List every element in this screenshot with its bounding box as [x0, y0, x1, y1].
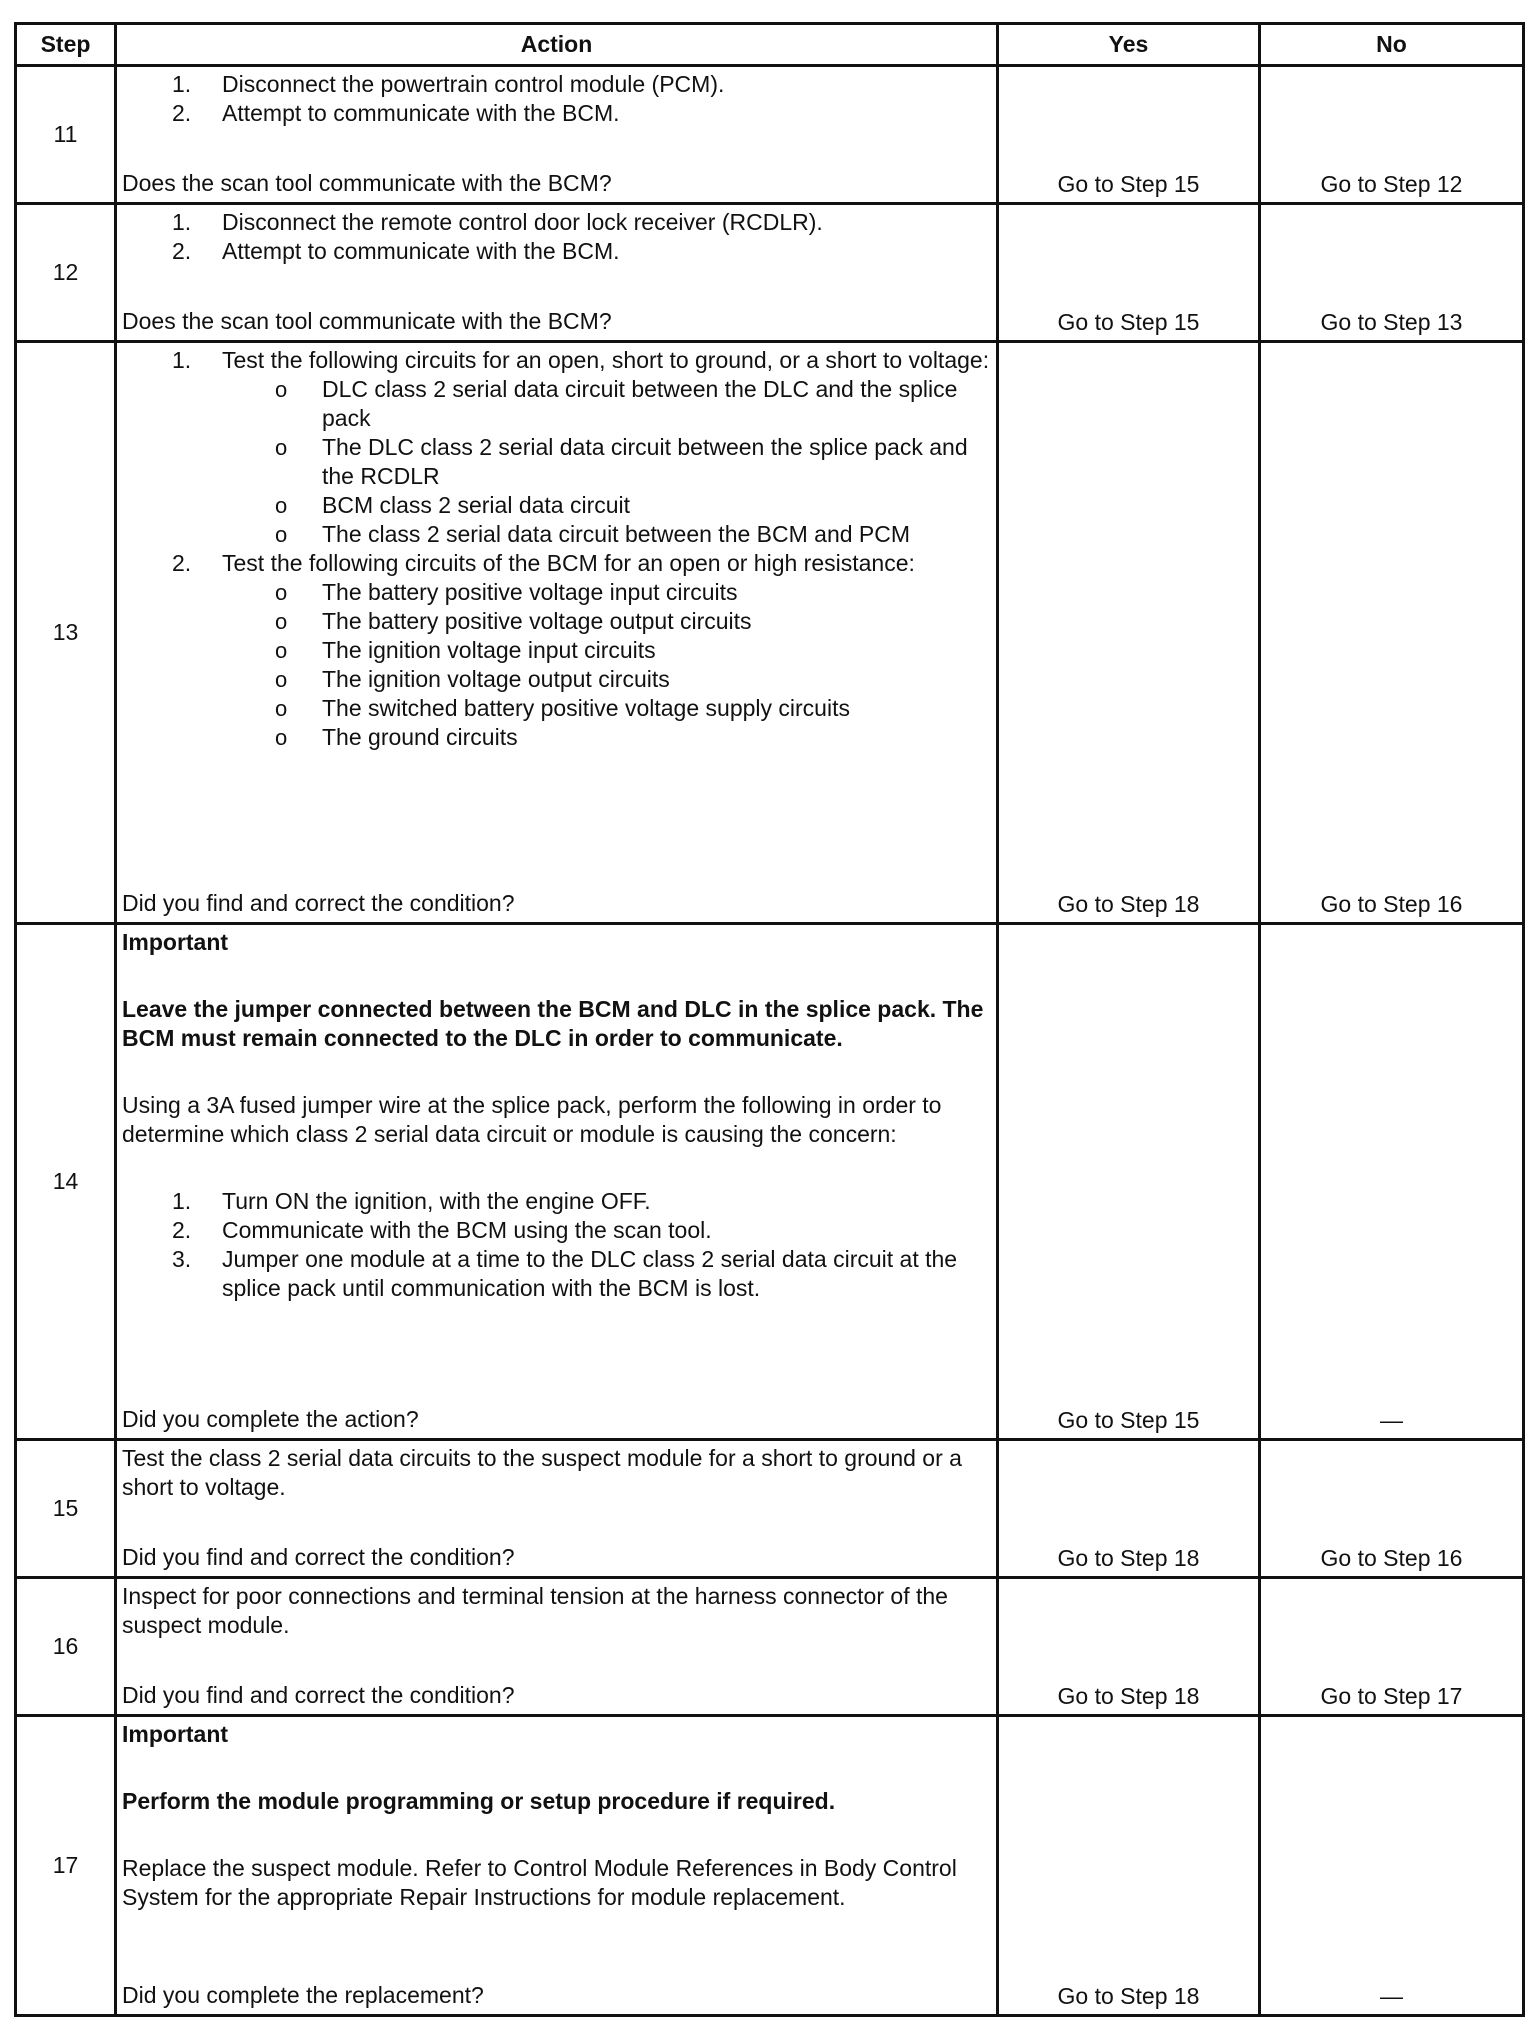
sub-item: o The DLC class 2 serial data circuit between the splice pack and the RCDLR [275, 434, 968, 489]
table-row [16, 342, 1524, 924]
step-number: 15 [16, 1440, 116, 1578]
table-row [16, 66, 1524, 204]
action-item: 2. Test the following circuits of the BCM for an open or high resistance: [172, 550, 915, 576]
important-label: Important [122, 1721, 229, 1747]
table-row [16, 1716, 1524, 2016]
yes-result: Go to Step 15 [998, 66, 1260, 204]
step-number: 12 [16, 204, 116, 342]
sub-item: o The class 2 serial data circuit between the BCM and PCM [275, 521, 911, 547]
action-question: Did you find and correct the condition? [122, 1682, 515, 1708]
diagnostic-table [14, 22, 1525, 2017]
no-result: Go to Step 17 [1260, 1578, 1524, 1716]
yes-result: Go to Step 18 [998, 342, 1260, 924]
yes-result: Go to Step 18 [998, 1578, 1260, 1716]
action-cell [116, 1440, 998, 1578]
action-question: Did you find and correct the condition? [122, 890, 515, 916]
yes-result: Go to Step 15 [998, 924, 1260, 1440]
sub-item: o DLC class 2 serial data circuit between the DLC and the splice pack [275, 376, 958, 431]
action-cell [116, 1716, 998, 2016]
step-number: 11 [16, 66, 116, 204]
sub-item: o The ignition voltage input circuits [275, 637, 656, 663]
action-item: 2. Attempt to communicate with the BCM. [172, 238, 620, 264]
table-row [16, 924, 1524, 1440]
table-row [16, 204, 1524, 342]
action-cell [116, 66, 998, 204]
action-item: 2. Attempt to communicate with the BCM. [172, 100, 620, 126]
yes-result: Go to Step 18 [998, 1440, 1260, 1578]
header-no: No [1260, 24, 1524, 66]
action-text: Test the class 2 serial data circuits to the suspect module for a short to ground or a short to voltage. [122, 1445, 962, 1500]
action-item: 1. Test the following circuits for an open, short to ground, or a short to voltage: [172, 347, 990, 373]
action-cell [116, 342, 998, 924]
sub-item: o The switched battery positive voltage supply circuits [275, 695, 850, 721]
action-cell [116, 204, 998, 342]
action-cell [116, 1578, 998, 1716]
action-text: Inspect for poor connections and terminal tension at the harness connector of the suspect module. [122, 1583, 948, 1638]
action-question: Did you find and correct the condition? [122, 1544, 515, 1570]
yes-result: Go to Step 18 [998, 1716, 1260, 2016]
table-row [16, 1578, 1524, 1716]
important-label: Important [122, 929, 229, 955]
no-result: — [1260, 924, 1524, 1440]
action-intro: Using a 3A fused jumper wire at the splice pack, perform the following in order to determine which class 2 serial data circuit or module is causing the concern: [122, 1092, 942, 1147]
header-step: Step [16, 24, 116, 66]
no-result: Go to Step 16 [1260, 342, 1524, 924]
no-result: — [1260, 1716, 1524, 2016]
step-number: 13 [16, 342, 116, 924]
header-action: Action [116, 24, 998, 66]
sub-item: o The ignition voltage output circuits [275, 666, 670, 692]
action-question: Does the scan tool communicate with the BCM? [122, 308, 612, 334]
action-item: 2. Communicate with the BCM using the scan tool. [172, 1217, 712, 1243]
table-header-row [16, 24, 1524, 66]
header-yes: Yes [998, 24, 1260, 66]
action-item: 1. Disconnect the powertrain control module (PCM). [172, 71, 725, 97]
sub-item: o The battery positive voltage output circuits [275, 608, 752, 634]
yes-result: Go to Step 15 [998, 204, 1260, 342]
important-note: Perform the module programming or setup procedure if required. [122, 1788, 836, 1814]
sub-item: o The battery positive voltage input circuits [275, 579, 738, 605]
sub-item: o BCM class 2 serial data circuit [275, 492, 631, 518]
action-question: Did you complete the action? [122, 1406, 419, 1432]
action-cell [116, 924, 998, 1440]
action-question: Did you complete the replacement? [122, 1982, 484, 2008]
action-item: 1. Turn ON the ignition, with the engine OFF. [172, 1188, 651, 1214]
step-number: 17 [16, 1716, 116, 2016]
step-number: 16 [16, 1578, 116, 1716]
action-item: 1. Disconnect the remote control door lock receiver (RCDLR). [172, 209, 823, 235]
no-result: Go to Step 13 [1260, 204, 1524, 342]
step-number: 14 [16, 924, 116, 1440]
important-note: Leave the jumper connected between the BCM and DLC in the splice pack. The BCM must remain connected to the DLC in order to communicate. [122, 996, 984, 1051]
action-question: Does the scan tool communicate with the BCM? [122, 170, 612, 196]
no-result: Go to Step 16 [1260, 1440, 1524, 1578]
no-result: Go to Step 12 [1260, 66, 1524, 204]
table-row [16, 1440, 1524, 1578]
action-item: 3. Jumper one module at a time to the DLC class 2 serial data circuit at the splice pack until communication with the BCM is lost. [172, 1246, 958, 1301]
action-text: Replace the suspect module. Refer to Control Module References in Body Control System for the appropriate Repair Instructions for module replacement. [122, 1855, 957, 1910]
sub-item: o The ground circuits [275, 724, 518, 750]
